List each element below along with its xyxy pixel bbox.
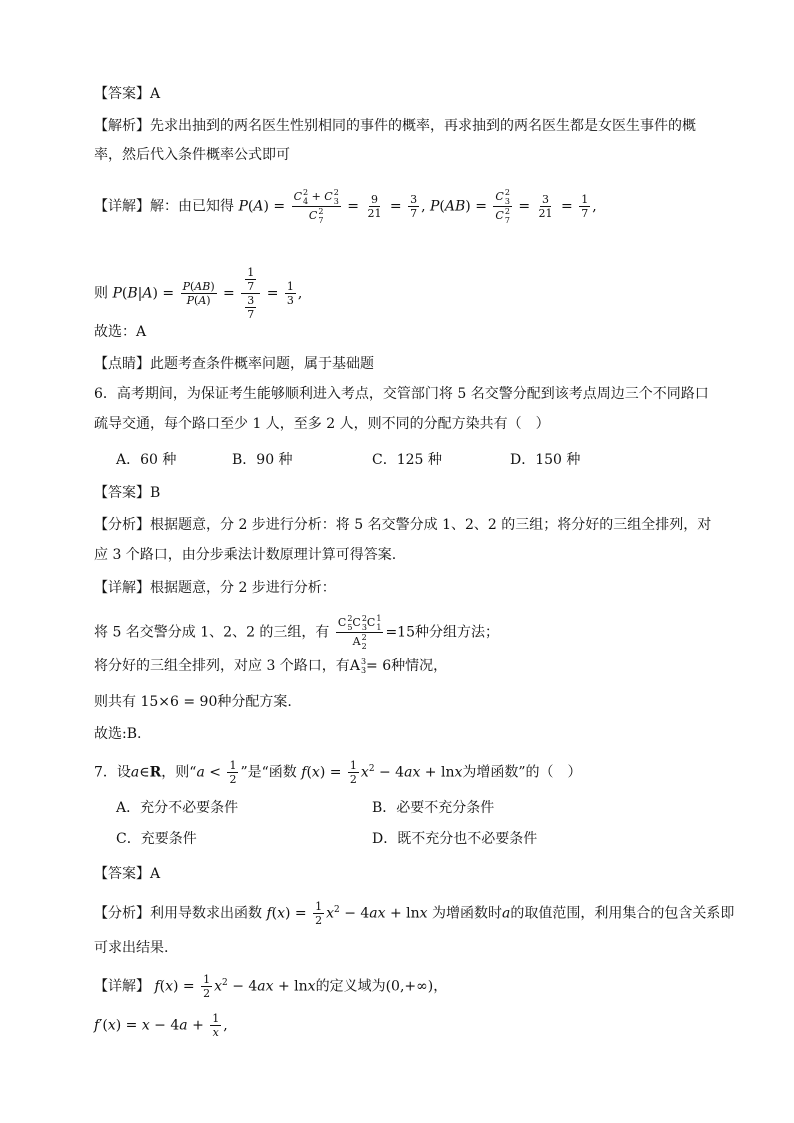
q6-option-b: B．90 种 <box>232 452 293 468</box>
q6-detail-line2: 将 5 名交警分成 1、2、2 的三组，有 C 2 5 C 2 3 C 1 1 A 2 2 =15种分组方法； <box>94 614 499 651</box>
q6-analysis-line1: 【分析】根据题意，分 2 步进行分析：将 5 名交警分成 1、2、2 的三组；将分好的三组全排列，对 <box>94 517 712 533</box>
q7-analysis-line1: 【分析】利用导数求出函数 f(x) = $\frac{1}{2}$ $x^2 - 4ax + \ln x$ 为增函数时a的取值范围，利用集合的包含关系即 <box>94 900 735 927</box>
q5-conclusion: 故选：A <box>94 324 147 340</box>
q7-option-d: D．既不充分也不必要条件 <box>372 831 538 847</box>
q6-option-d: D．150 种 <box>510 452 581 468</box>
q5-analysis-line2: 率，然后代入条件概率公式即可 <box>94 147 290 163</box>
q6-conclusion: 故选:B. <box>94 726 142 742</box>
q7-analysis-line2: 可求出结果. <box>94 940 169 956</box>
q5-conditional-formula: 则 P(B|A) = $\frac{P(AB)}{P(A)}$ = $\frac{\frac{1}{7}}{\frac{3}{7}}$ = $\frac{1}{3}$ , <box>94 266 303 321</box>
q7-derivative: f′(x) = x − 4a + $\frac{1}{x}$ , <box>94 1012 228 1039</box>
q7-answer: 【答案】A <box>94 866 161 882</box>
q6-answer: 【答案】B <box>94 485 161 501</box>
q7-detail-line1: 【详解】 f(x) = $\frac{1}{2}$ $x^2 - 4ax + \ln x$的定义域为(0,+∞)， <box>94 973 448 1000</box>
q7-stem: 7．设a∈R，则“a < $\frac{1}{2}$ ”是“函数 f(x) = $\frac{1}{2}$ $x^2 - 4ax + \ln x$为增函数”的（ ） <box>94 759 582 786</box>
q5-detail-formula: 【详解】解：由已知得 P(A) = C 2 4 + C 2 3 C 2 7 = $\frac{9}{21}$ = $\frac{3}{7}$ , P(AB) = C 2 3 C 2 7 = $\frac{3}{21}$ = $\frac{1}{7}$ , <box>94 188 597 225</box>
q6-option-a: A．60 种 <box>116 452 177 468</box>
q5-then-label: 则 <box>94 285 108 302</box>
q6-option-c: C．125 种 <box>372 452 442 468</box>
q6-analysis-line2: 应 3 个路口，由分步乘法计数原理计算可得答案. <box>94 547 397 563</box>
q6-detail-line3: 将分好的三组全排列，对应 3 个路口，有A 3 3 = 6种情况， <box>94 657 448 675</box>
q5-comment: 【点睛】此题考查条件概率问题，属于基础题 <box>94 356 374 372</box>
q7-option-c: C．充要条件 <box>116 831 197 847</box>
q7-option-b: B．必要不充分条件 <box>372 800 495 816</box>
q5-detail-label: 【详解】解：由已知得 <box>94 198 234 215</box>
q6-stem-line1: 6．高考期间，为保证考生能够顺利进入考点，交管部门将 5 名交警分配到该考点周边三个不同路口 <box>94 386 709 402</box>
q6-detail-line4: 则共有 15×6 = 90种分配方案. <box>94 694 292 710</box>
q6-detail-line1: 【详解】根据题意，分 2 步进行分析： <box>94 580 336 596</box>
q5-analysis-line1: 【解析】先求出抽到的两名医生性别相同的事件的概率，再求抽到的两名医生都是女医生事件的概 <box>94 118 696 134</box>
q6-stem-line2: 疏导交通，每个路口至少 1 人，至多 2 人，则不同的分配方染共有（ ） <box>94 416 550 432</box>
q5-answer: 【答案】A <box>94 86 161 102</box>
q7-option-a: A．充分不必要条件 <box>116 800 239 816</box>
